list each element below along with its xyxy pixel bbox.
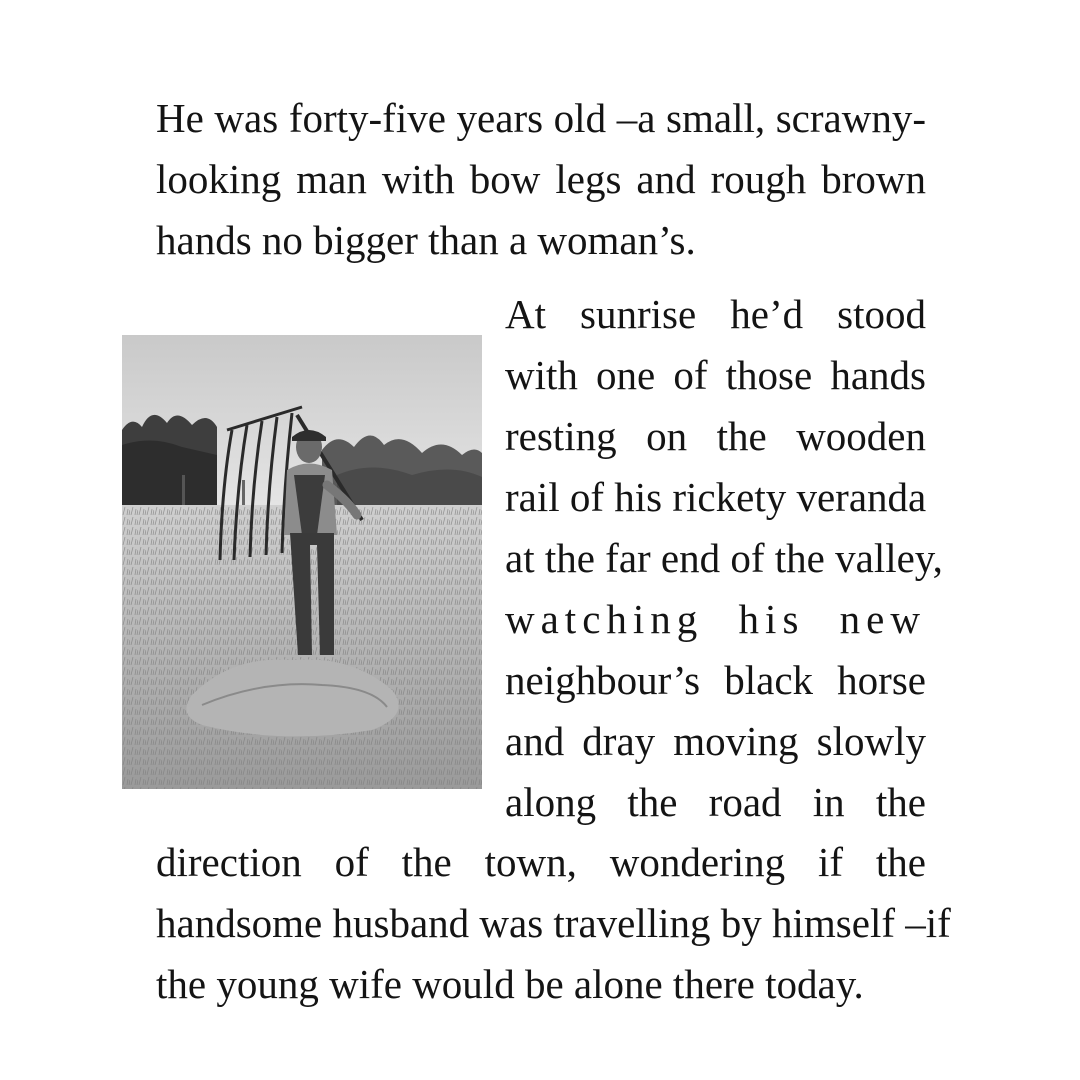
paragraph-1-line-1: He was forty-five years old –a small, scrawny- bbox=[156, 95, 926, 141]
paragraph-2-line-12: the young wife would be alone there today. bbox=[156, 961, 864, 1007]
paragraph-1-line-2: looking man with bow legs and rough brown bbox=[156, 156, 926, 202]
paragraph-2-line-2: with one of those hands bbox=[505, 352, 926, 398]
farmer-with-hay-rake-icon bbox=[122, 335, 482, 789]
paragraph-1-line-3: hands no bigger than a woman’s. bbox=[156, 217, 696, 263]
paragraph-2-wrap bbox=[505, 284, 943, 833]
paragraph-2-line-3: resting on the wooden bbox=[505, 413, 926, 459]
farmer-photo bbox=[122, 335, 482, 789]
paragraph-2-line-10: direction of the town, wondering if the bbox=[156, 839, 926, 885]
paragraph-2-line-7: neighbour’s black horse bbox=[505, 657, 926, 703]
paragraph-2-line-6: watching his new bbox=[505, 596, 926, 642]
paragraph-2-line-5: at the far end of the valley, bbox=[505, 535, 943, 581]
paragraph-2-line-4: rail of his rickety veranda bbox=[505, 474, 927, 520]
paragraph-2-line-8: and dray moving slowly bbox=[505, 718, 926, 764]
paragraph-2-line-1: At sunrise he’d stood bbox=[505, 291, 926, 337]
paragraph-2-line-9: along the road in the bbox=[505, 779, 926, 825]
paragraph-1 bbox=[156, 88, 926, 271]
paragraph-2-line-11: handsome husband was travelling by himself –if bbox=[156, 900, 951, 946]
paragraph-2-continued bbox=[156, 832, 951, 1015]
